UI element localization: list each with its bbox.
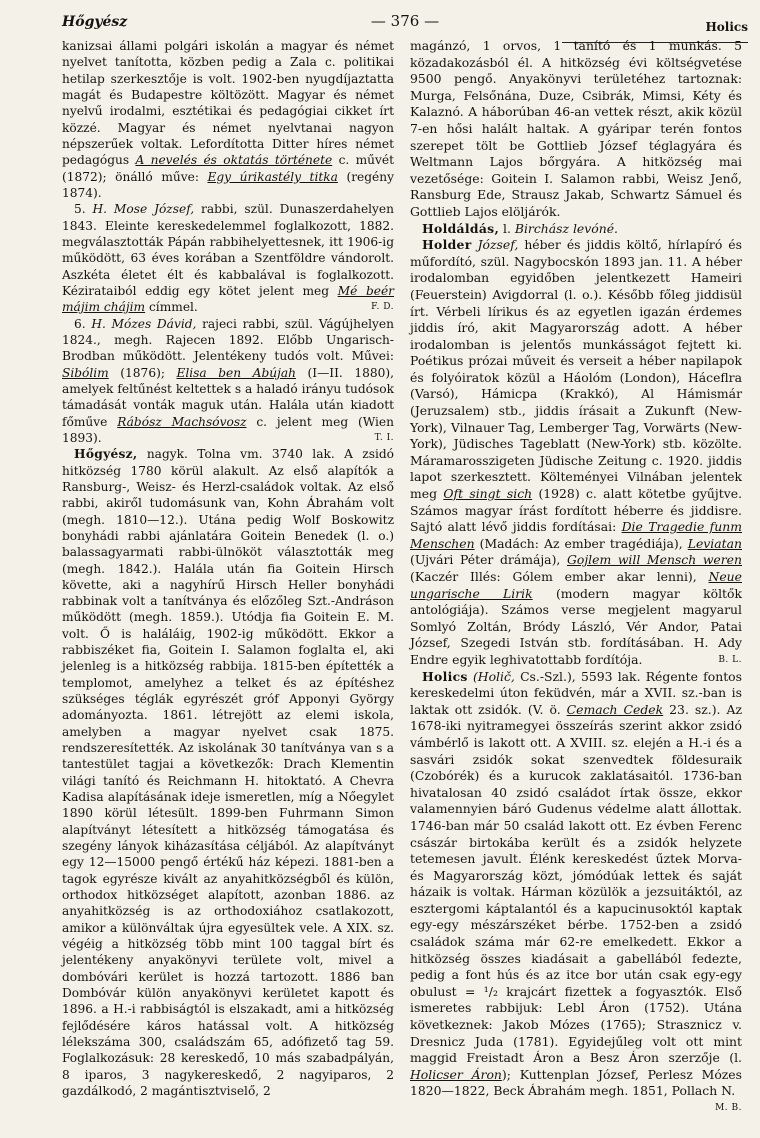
entry-hogyesz: Hőgyész, nagyk. Tolna vm. 3740 lak. A zsidó hitközség 1780 körül alakult. Az első alapítók a Ransburg-, Weisz- és Herzl-családok voltak. Az első rabbi, akiről tudomásunk van, Kohn Ábrahám volt (megh. 1810—12.). Utána pedig Wolf Boskowitz bonyhádi rabbi ajánlatára Goitein Benedek (l. o.) balassagyarmati rabbi-ülnököt választották meg (megh. 1842.). Halála után fia Goitein Hirsch követte, aki a nagyhírű Hirsch Heller bonyhádi rabbinak volt a tanítványa és előzőleg Szt.-Andráson működött (megh. 1859.). Utódja fia Goitein E. M. volt. Ő is haláláig, 1902-ig működött. Ekkor a rabbiszéket fia, Goitein I. Salamon foglalta el, aki jelenleg is a hitközség rabbija. 1815-ben építették a templomot, amelyhez a telket és az építéshez szükséges téglák egyrészét gróf Apponyi György adományozta. 1861. létrejött az elemi iskola, amelyben a magyar nyelvet csak 1875. rendszeresítették. Az iskolának 30 tanítványa van s a tantestület tagjai a következők: Drach Klementin világi tanító és Reichmann H. hitoktató. A Chevra Kadisa alapításának ideje ismeretlen, míg a Nőegylet 1890 körül létesült. 1899-ben Fuhrmann Simon alapítványt létesített a hitközség támogatása és szegény lányok kiházasítása céljából. Az alapítványt egy 12—15000 pengő értékű ház képezi. 1881-ben a tagok egyrésze kivált az anyahitközségből és külön, orthodox hitközséget alapított, azonban 1886. az anyahitközség is az orthodoxiához csatlakozott, amikor a különváltak újra egyesültek vele. A XIX. sz. végéig a hitközség több mint 100 taggal bírt és jelentékeny anyakönyvi területe volt, mivel a dombóvári kerület is hozzá tartozott. 1886 ban Dombóvár külön anyakönyvi kerületet kapott és 1896. a H.-i rabbiságtól is elszakadt, ami a hitközség fejlődésére káros hatással volt. A hitközség lélekszáma 300, családszám 65, adófizető tag 59. Foglalkozásuk: 28 kereskedő, 10 más szabadpályán, 8 iparos, 3 nagykereskedő, 2 nagyiparos, 2 gazdálkodó, 2 magántisztviselő, 2 xyxy=(62,447,394,1098)
entry-mose-jozsef: 5. H. Mose József, rabbi, szül. Dunaszerdahelyen 1843. Eleinte kereskedelemmel foglalkozott, 1882. megválasztották Pápán rabbihelyettesnek, itt 1906-ig működött, 63 éves korában a Szentföldre vándorolt. Aszkéta életet élt és kabbalával is foglalkozott. Kézirataiból eddig egy kötet jelent meg Mé beér májim chájim címmel. F. D. xyxy=(62,202,394,315)
right-column xyxy=(410,38,742,1117)
entry-holics: Holics (Holič, Cs.-Szl.), 5593 lak. Régente fontos kereskedelmi úton feküdvén, már a XVII. sz.-ban is laktak ott zsidók. (V. ö. Cemach Cedek 23. sz.). Az 1678-iki nyitramegyei összeírás szerint akkor zsidó vámbérlő is lakott ott. A XVIII. sz. elején a H.-i és a sasvári zsidók sokat szenvedtek földesuraik (Czobórék) és a kurucok zaklatásaitól. 1736-ban hivatalosan 40 zsidó családot írtak össze, ekkor valamennyien báró Gudenus védelme alatt állottak. 1746-ban már 50 család lakott ott. Ez évben Ferenc császár birtokába került és a zsidók helyzete tetemesen javult. Élénk kereskedést űztek Morva- és Magyarország közt, jómódúak lettek és saját házaik is voltak. Hárman közülök a jezsuitáktól, az esztergomi káptalantól és a kapucinusoktól kaptak egy-egy mészárszéket bérbe. 1752-ben a zsidó családok száma már 62-re emelkedett. Ekkor a hitközség összes kiadásait a gabellából fedezte, pedig a font hús és az itce bor után csak egy-egy obulust = ¹/₂ krajcárt fizettek a fogyasztók. Első ismeretes rabbijuk: Lebl Áron (1752). Utána következnek: Jakob Mózes (1765); Strasznicz v. Dresnicz Juda (1781). Egyidejűleg volt ott mint maggid Freistadt Áron a Besz Áron szerzője (l. Holicser Áron); Kuttenplan József, Perlesz Mózes 1820—1822, Beck Ábrahám megh. 1851, Pollach N. M. B. xyxy=(410,669,742,1100)
author-signature: B. L. xyxy=(718,654,742,665)
headword: Holics xyxy=(422,668,468,684)
page-number: — 376 — xyxy=(370,12,440,30)
header-left-keyword: Hőgyész xyxy=(62,14,128,30)
entry-mozes-david: 6. H. Mózes Dávid, rajeci rabbi, szül. Vágújhelyen 1824., megh. Rajecen 1892. Előbb Ungarisch-Brodban működött. Jelentékeny tudós volt. Művei: Sibólim (1876); Elisa ben Abújah (I—II. 1880), amelyek feltűnést keltettek s a haladó irányu tudósok támadását vonták maguk után. Halála után kiadott főműve Rábósz Machsóvosz c. jelent meg (Wien 1893). T. I. xyxy=(62,316,394,445)
author-signature: F. D. xyxy=(371,302,394,313)
author-signature: M. B. xyxy=(715,1103,742,1113)
author-signature: T. I. xyxy=(374,432,394,443)
entry-holder-jozsef: Holder József, héber és jiddis költő, hírlapíró és műfordító, szül. Nagybocskón 1893 jan. 11. A héber irodalomban egyidőben jelentkezett Hameiri (Feuerstein) Avigdorral (l. o.). Később főleg jiddisül írt. Vérbeli lírikus és az egyetlen igazán érdemes jiddis író, akit Magyarország adott. A héber irodalomban is jelentős munkásságot fejtett ki. Poétikus prózai műveit és verseit a héber napilapok és folyóiratok közül a Háolóm (London), Háceflra (Varsó), Hámicpa (Krakkó), Al Hámismár (Jeruzsalem) stb., jiddis írásait a Zukunft (New-York), Vilnauer Tag, Lemberger Tag, Vorwärts (New-York), Jüdisches Tageblatt (New-York) stb. közölte. Máramarosszigeten Jüdische Zeitung c. 1920. jiddis lapot szerkesztett. Költeményei Vilnában jelentek meg Oft singt sich (1928) c. alatt kötetbe gyűjtve. Számos magyar írást fordított héberre és jiddisre. Sajtó alatt lévő jiddis fordításai: Die Tragedie funm Menschen (Madách: Az ember tragédiája), Leviatan (Ujvári Péter drámája), Gojlem will Mensch weren (Kaczér Illés: Gólem ember akar lenni), Neue ungarische Lirik (modern magyar költők antológiája). Számos verse megjelent magyarul Somlyó Zoltán, Bródy László, Vér Andor, Patai József, Szegedi István stb. fordításában. H. Ady Endre egyik leghivatottabb fordítója. B. L. xyxy=(410,237,743,667)
page-header xyxy=(62,12,748,38)
entry-holdaldas: Holdáldás, l. Birchász levóné. xyxy=(422,220,618,236)
headword: Holder xyxy=(422,237,472,253)
headword: Hőgyész, xyxy=(74,447,138,462)
entry-continuation: magánzó, 1 orvos, 1 tanító és 1 munkás. 5 közadakozásból él. A hitközség évi költségvetése 9500 pengő. Anyakönyvi területéhez tartoznak: Murga, Felsőnána, Duze, Csibrák, Mimsi, Kéty és Kalaznó. A háborúban 46-an vettek részt, akik közül 7-en hősi halált haltak. A gyáripar terén fontos szerepet tölt be Gottlieb József téglagyára és Weltmann Lajos bőrgyára. A hitközség mai vezetősége: Goitein I. Salamon rabbi, Weisz Jenő, Ransburg Ede, Strausz Jakab, Schwartz Sámuel és Gottlieb Lajos elöljárók. xyxy=(410,38,742,219)
header-right-keyword: Holics xyxy=(705,20,748,34)
left-column xyxy=(62,38,394,1099)
entry-continuation: kanizsai állami polgári iskolán a magyar és német nyelvet tanította, közben pedig a Zala c. politikai hetilap szerkesztője is volt. 1902-ben nyugdíjaztatta magát és Budapestre költözött. Magyar és német nyelvű irodalmi, esztétikai és pedagógiai cikket írt közzé. Magyar és német nyelvtanai nagyon népszerűek voltak. Lefordította Ditter híres német pedagógus A nevelés és oktatás története c. művét (1872); önálló műve: Egy úrikastély titka (regény 1874). xyxy=(62,39,394,200)
headword: Holdáldás, xyxy=(422,220,500,236)
